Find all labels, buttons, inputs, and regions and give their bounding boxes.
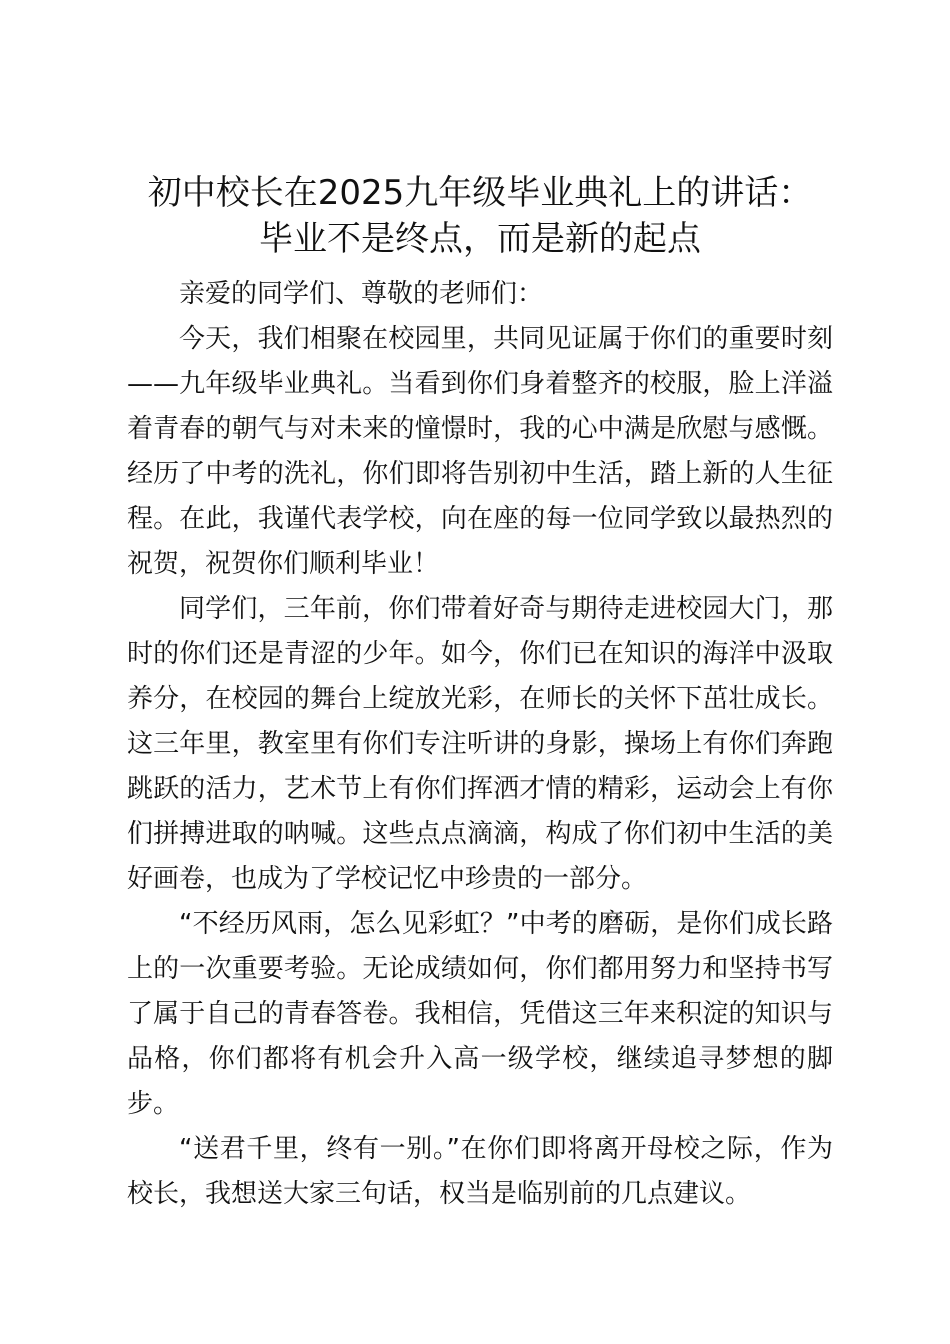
document-page (127, 170, 833, 1217)
title-line-1: 初中校长在2025九年级毕业典礼上的讲话： (147, 173, 813, 213)
title-line-2: 毕业不是终点，而是新的起点 (259, 219, 701, 259)
body-paragraph-4: “送君千里，终有一别。”在你们即将离开母校之际，作为校长，我想送大家三句话，权当是临别前的几点建议。 (127, 1134, 833, 1209)
salutation-paragraph: 亲爱的同学们、尊敬的老师们： (179, 279, 544, 309)
body-paragraph-1: 今天，我们相聚在校园里，共同见证属于你们的重要时刻——九年级毕业典礼。当看到你们身着整齐的校服，脸上洋溢着青春的朝气与对未来的憧憬时，我的心中满是欣慰与感慨。经历了中考的洗礼，你们即将告别初中生活，踏上新的人生征程。在此，我谨代表学校，向在座的每一位同学致以最热烈的祝贺，祝贺你们顺利毕业！ (127, 324, 833, 579)
body-paragraph-2: 同学们，三年前，你们带着好奇与期待走进校园大门，那时的你们还是青涩的少年。如今，你们已在知识的海洋中汲取养分，在校园的舞台上绽放光彩，在师长的关怀下茁壮成长。这三年里，教室里有你们专注听讲的身影，操场上有你们奔跑跳跃的活力，艺术节上有你们挥洒才情的精彩，运动会上有你们拼搏进取的呐喊。这些点点滴滴，构成了你们初中生活的美好画卷，也成为了学校记忆中珍贵的一部分。 (127, 594, 833, 894)
body-paragraph-3: “不经历风雨，怎么见彩虹？”中考的磨砺，是你们成长路上的一次重要考验。无论成绩如何，你们都用努力和坚持书写了属于自己的青春答卷。我相信，凭借这三年来积淀的知识与品格，你们都将有机会升入高一级学校，继续追寻梦想的脚步。 (127, 909, 833, 1119)
document-title (127, 170, 833, 262)
